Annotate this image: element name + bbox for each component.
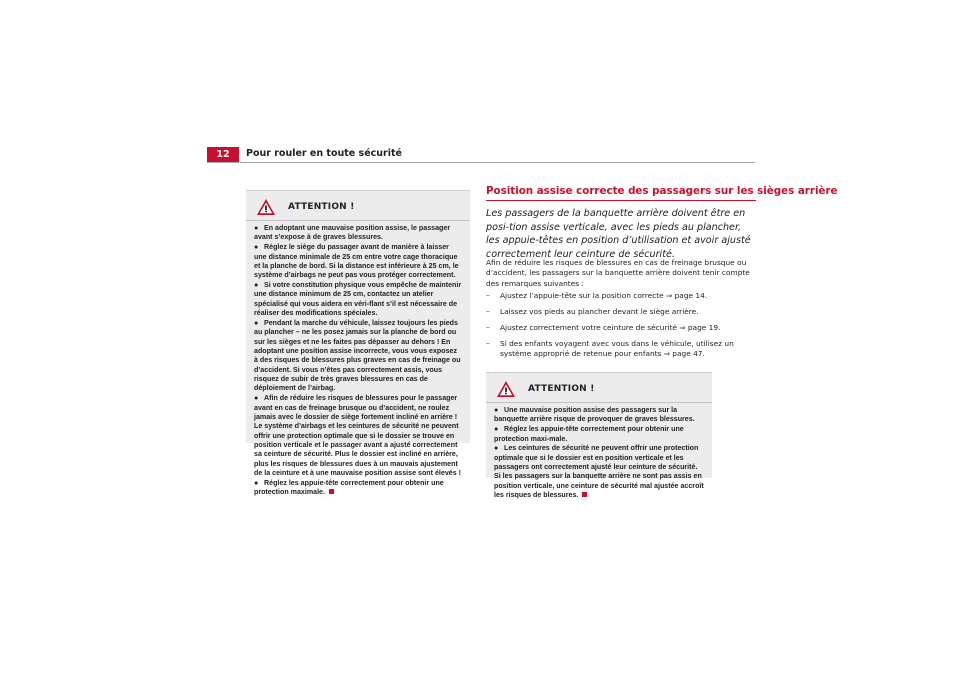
section-heading: Position assise correcte des passagers sur les sièges arrière — [486, 185, 756, 201]
bullet: ● — [494, 444, 499, 453]
instruction-step: – Si des enfants voyagent avec vous dans le véhicule, utilisez un système approprié de retenue pour enfants ⇒ page 47. — [486, 339, 734, 359]
bullet: ● — [254, 318, 259, 327]
section-intro: Les passagers de la banquette arrière doivent être en posi-tion assise verticale, avec les pieds au plancher, les appuie-têtes en position d’utilisation et avoir ajusté correctement leur ceinture de sécurité. — [486, 208, 751, 260]
bullet: ● — [254, 478, 259, 487]
right-warning-title: ATTENTION ! — [528, 384, 595, 394]
left-warning-header — [246, 197, 470, 221]
instruction-step: – Laissez vos pieds au plancher devant le siège arrière. — [486, 307, 699, 316]
dash: – — [486, 323, 490, 332]
section-body: Afin de réduire les risques de blessures en cas de freinage brusque ou d’accident, les passagers sur la banquette arrière doivent tenir compte des remarques suivantes : — [486, 258, 750, 288]
right-warning-header — [486, 379, 712, 403]
left-warning-title: ATTENTION ! — [288, 202, 355, 212]
warning-triangle-icon — [256, 198, 276, 216]
warning-item: ● En adoptant une mauvaise position assise, le passager avant s’expose à de graves blessures. — [254, 224, 451, 242]
bullet: ● — [494, 425, 499, 434]
bullet: ● — [494, 406, 499, 414]
right-warning-list — [494, 406, 704, 500]
warning-triangle-icon — [496, 380, 516, 398]
bullet: ● — [254, 394, 259, 403]
section-end-marker — [329, 489, 334, 494]
right-warning-box — [486, 372, 712, 500]
dash: – — [486, 339, 490, 348]
left-warning-list — [254, 224, 462, 497]
dash: – — [486, 307, 490, 316]
left-warning-box — [246, 190, 470, 497]
section-end-marker — [582, 492, 587, 497]
bullet: ● — [254, 243, 259, 252]
instruction-step: – Ajustez correctement votre ceinture de sécurité ⇒ page 19. — [486, 323, 721, 332]
page-header-title: Pour rouler en toute sécurité — [246, 148, 402, 159]
warning-item: ● Réglez les appuie-tête correctement pour obtenir une protection maxi-male. — [494, 425, 684, 443]
bullet: ● — [254, 224, 259, 232]
warning-item: ● Afin de réduire les risques de blessures pour le passager avant en cas de freinage brusque ou d’accident, ne roulez jamais avec le dossier de siège fortement incliné en arrière ! Le système d’airbags et les ceintures de sécurité ne peuvent offrir une protection optimale que si le dossier se trouve en position verticale et le passager avant a ajusté correctement sa ceinture de sécurité. Plus le dossier est incliné en arrière, plus les risques de blessures dues à un mauvais ajustement de la ceinture et à une mauvaise position assise sont élevés ! — [254, 394, 461, 477]
warning-item: ● Les ceintures de sécurité ne peuvent offrir une protection optimale que si le dossier est en position verticale et les passagers ont correctement ajusté leur ceinture de sécurité. Si les passagers sur la banquette arrière ne sont pas assis en position verticale, une ceinture de sécurité mal ajustée accroît les risques de blessures. — [494, 444, 704, 500]
warning-item: ● Réglez le siège du passager avant de manière à laisser une distance minimale de 25 cm entre votre cage thoracique et la planche de bord. Si la distance est inférieure à 25 cm, le système d’airbags ne peut pas vous protéger correctement. — [254, 243, 459, 280]
instruction-step: – Ajustez l’appuie-tête sur la position correcte ⇒ page 14. — [486, 291, 708, 300]
warning-item: ● Une mauvaise position assise des passagers sur la banquette arrière risque de provoquer de graves blessures. — [494, 406, 695, 424]
warning-item: ● Si votre constitution physique vous empêche de maintenir une distance minimum de 25 cm, contactez un atelier spécialisé qui vous aidera en véri-flant s’il est nécessaire de réaliser des modifications spéciales. — [254, 281, 462, 318]
dash: – — [486, 291, 490, 300]
bullet: ● — [254, 281, 259, 290]
page-number: 12 — [207, 147, 239, 163]
header-divider — [207, 162, 755, 163]
warning-item: ● Réglez les appuie-tête correctement pour obtenir une protection maximale. — [254, 478, 444, 497]
warning-item: ● Pendant la marche du véhicule, laissez toujours les pieds au plancher – ne les posez jamais sur la planche de bord ou sur les sièges et ne les faites pas dépasser au dehors ! En adoptant une position assise incorrecte, vous vous exposez à des risques de blessures plus graves en cas de freinage ou d’accident. Si vous n’êtes pas correctement assis, vous risquez de subir de très graves blessures en cas de déploiement de l’airbag. — [254, 318, 461, 393]
